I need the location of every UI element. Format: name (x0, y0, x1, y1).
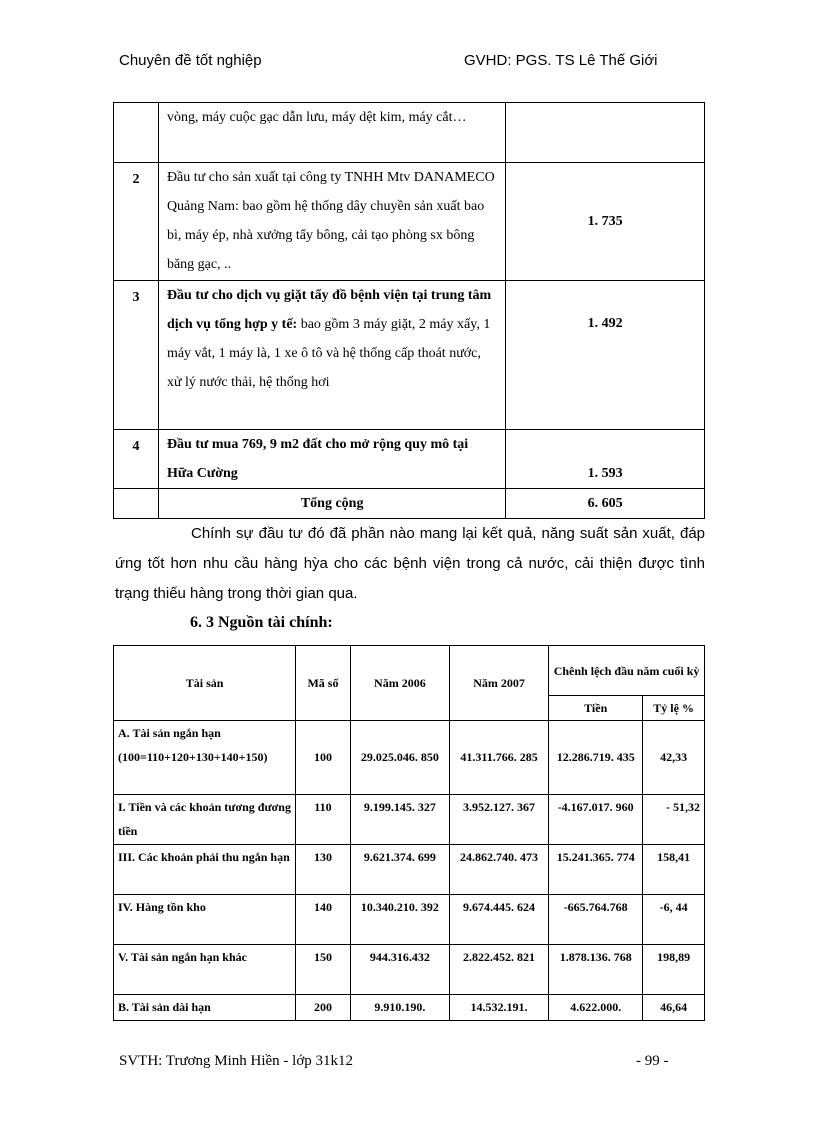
col-header-ratio: Tỷ lệ % (643, 696, 705, 721)
col-header-asset: Tài sản (114, 646, 296, 721)
table-row (114, 895, 705, 945)
cell-asset: A. Tài sản ngắn hạn (100=110+120+130+140+150) (114, 721, 296, 795)
cell-money: 4.622.000. (549, 995, 643, 1021)
row-number: 4 (114, 430, 159, 489)
total-label: Tổng cộng (158, 489, 505, 519)
table-row (114, 721, 705, 795)
cell-2007: 9.674.445. 624 (449, 895, 548, 945)
cell-asset: V. Tài sản ngắn hạn khác (114, 945, 296, 995)
row-value: 1. 735 (506, 163, 705, 281)
total-row (114, 489, 705, 519)
cell-2006: 9.621.374. 699 (350, 845, 449, 895)
cell-2007: 24.862.740. 473 (449, 845, 548, 895)
section-title: 6. 3 Nguồn tài chính: (190, 614, 333, 631)
cell-ratio: 46,64 (643, 995, 705, 1021)
cell-code: 150 (296, 945, 351, 995)
cell-asset: IV. Hàng tồn kho (114, 895, 296, 945)
cell-2006: 10.340.210. 392 (350, 895, 449, 945)
table-row (114, 845, 705, 895)
cell-2006: 944.316.432 (350, 945, 449, 995)
table-row (114, 995, 705, 1021)
row-description (158, 281, 505, 430)
cell-ratio: -6, 44 (643, 895, 705, 945)
footer-page-number: - 99 - (636, 1053, 669, 1069)
cell-2007: 14.532.191. (449, 995, 548, 1021)
row-value (506, 103, 705, 163)
cell-money: -4.167.017. 960 (549, 795, 643, 845)
cell-ratio: - 51,32 (643, 795, 705, 845)
body-paragraph (115, 519, 705, 609)
table-row (114, 103, 705, 163)
cell-code: 110 (296, 795, 351, 845)
table-row (114, 430, 705, 489)
col-header-money: Tiền (549, 696, 643, 721)
row-number (114, 103, 159, 163)
row-description: Đầu tư cho sản xuất tại công ty TNHH Mtv DANAMECO Quảng Nam: bao gồm hệ thống dây chuyền sản xuất bao bì, máy ép, nhà xưởng tẩy bông, cải tạo phòng sx bông băng gạc, .. (158, 163, 505, 281)
row-description: vòng, máy cuộc gạc dẫn lưu, máy dệt kim, máy cắt… (158, 103, 505, 163)
cell-money: 1.878.136. 768 (549, 945, 643, 995)
cell-ratio: 198,89 (643, 945, 705, 995)
row-description-bold: Đầu tư cho dịch vụ giặt tẩy đồ bệnh viện tại trung tâm dịch vụ tổng hợp y tế: (166, 288, 492, 332)
cell-2007: 2.822.452. 821 (449, 945, 548, 995)
cell-ratio: 42,33 (643, 721, 705, 795)
col-header-code: Mã số (296, 646, 351, 721)
cell-asset: III. Các khoản phải thu ngắn hạn (114, 845, 296, 895)
cell-ratio: 158,41 (643, 845, 705, 895)
row-value: 1. 593 (506, 430, 705, 489)
cell-2007: 41.311.766. 285 (449, 721, 548, 795)
col-header-2007: Năm 2007 (449, 646, 548, 721)
cell-code: 100 (296, 721, 351, 795)
col-header-diff: Chênh lệch đầu năm cuối kỳ (549, 646, 705, 696)
financial-table (113, 645, 705, 1021)
cell-2006: 9.199.145. 327 (350, 795, 449, 845)
investment-table (113, 102, 705, 519)
row-value: 1. 492 (506, 281, 705, 430)
table-row (114, 281, 705, 430)
row-number: 2 (114, 163, 159, 281)
cell-code: 130 (296, 845, 351, 895)
cell-money: -665.764.768 (549, 895, 643, 945)
row-description: Đầu tư mua 769, 9 m2 đất cho mở rộng quy mô tại Hữa Cường (158, 430, 505, 489)
cell-money: 12.286.719. 435 (549, 721, 643, 795)
cell-asset: B. Tài sản dài hạn (114, 995, 296, 1021)
total-empty (114, 489, 159, 519)
footer-left: SVTH: Trương Minh Hiền - lớp 31k12 (119, 1053, 354, 1069)
header-left: Chuyên đề tốt nghiệp (119, 52, 262, 69)
cell-2007: 3.952.127. 367 (449, 795, 548, 845)
table-row (114, 945, 705, 995)
cell-code: 200 (296, 995, 351, 1021)
table-row (114, 163, 705, 281)
cell-2006: 29.025.046. 850 (350, 721, 449, 795)
row-description-plain: bao gồm 3 máy giặt, 2 máy xấy, 1 máy vắt, 1 máy là, 1 xe ô tô và hệ thống cấp thoát nước, xử lý nước thải, hệ thống hơi (166, 317, 491, 390)
total-value: 6. 605 (506, 489, 705, 519)
header-right: GVHD: PGS. TS Lê Thế Giới (464, 52, 658, 69)
paragraph-text: Chính sự đầu tư đó đã phần nào mang lại kết quả, năng suất sản xuất, đáp ứng tốt hơn nhu cầu hàng hỳa cho các bệnh viện trong cả nước, cải thiện được tình trạng thiếu hàng trong thời gian qua. (115, 525, 705, 602)
col-header-2006: Năm 2006 (350, 646, 449, 721)
cell-2006: 9.910.190. (350, 995, 449, 1021)
cell-money: 15.241.365. 774 (549, 845, 643, 895)
cell-code: 140 (296, 895, 351, 945)
table-row (114, 795, 705, 845)
row-number: 3 (114, 281, 159, 430)
cell-asset: I. Tiền và các khoản tương đương tiền (114, 795, 296, 845)
